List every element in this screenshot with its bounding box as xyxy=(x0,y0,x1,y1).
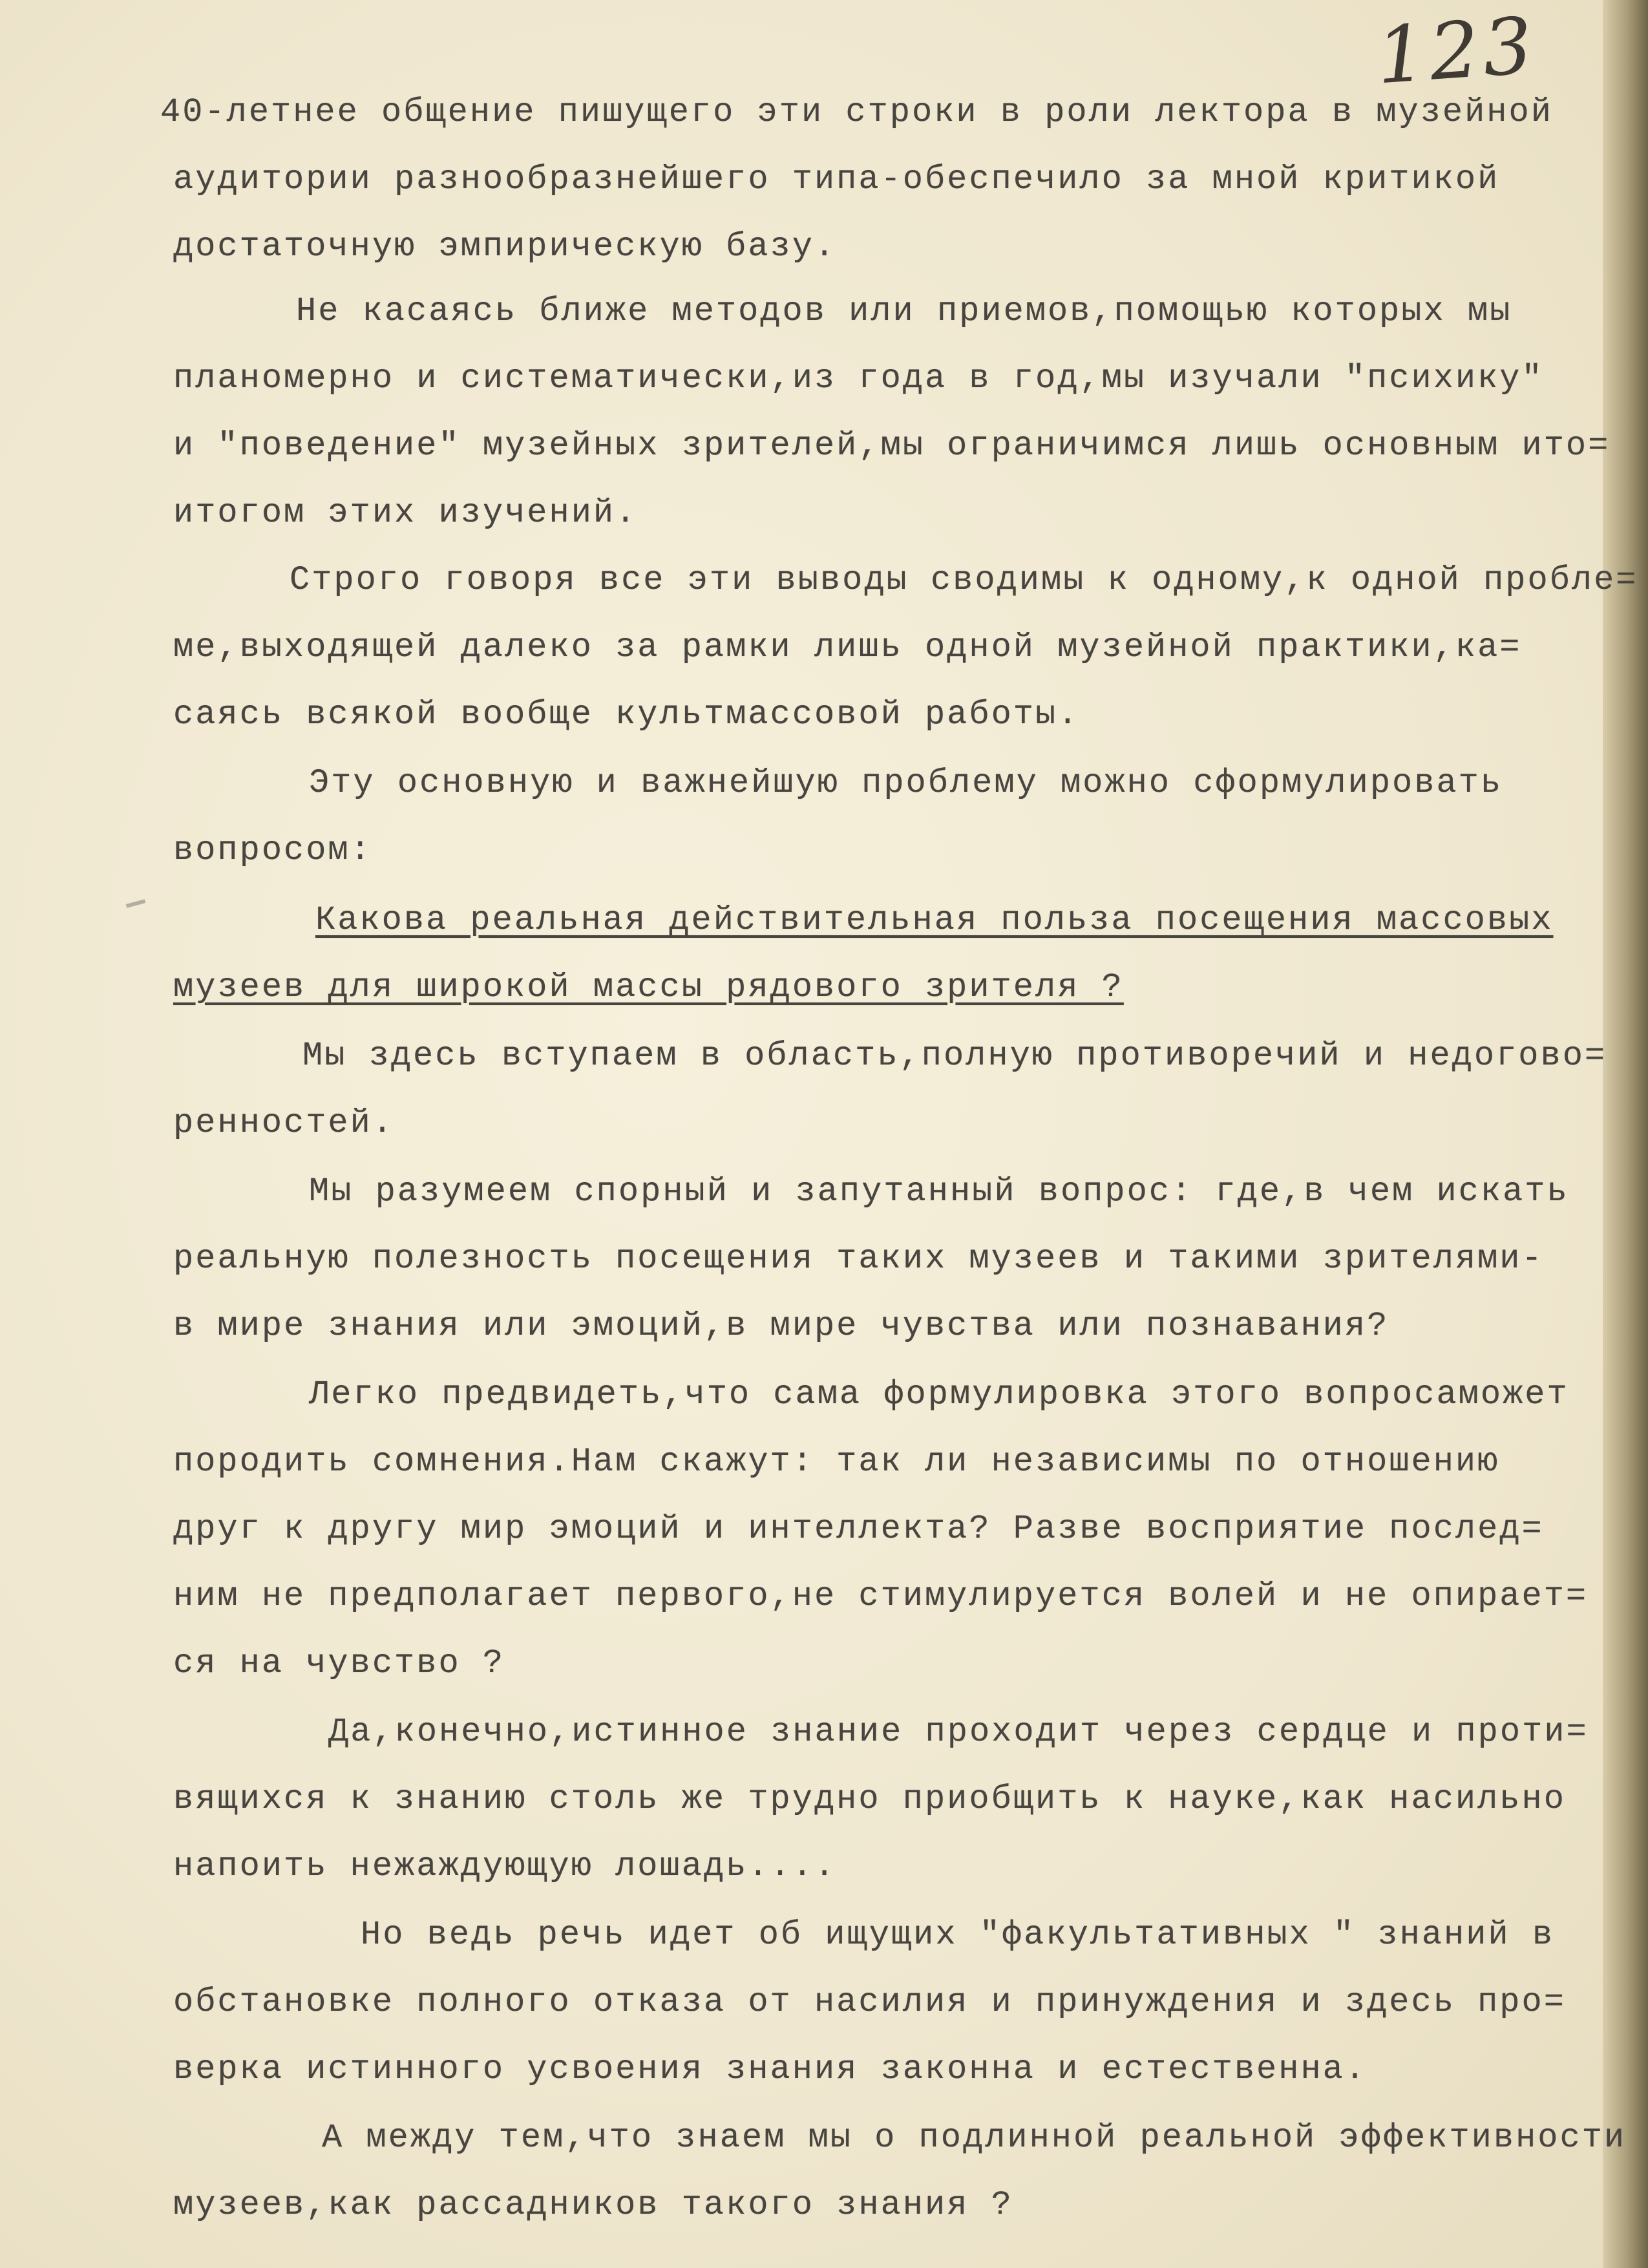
text-line: планомерно и систематически,из года в год,мы изучали "психику" xyxy=(173,359,1544,397)
page-edge-shadow xyxy=(1603,0,1648,2268)
text-line: друг к другу мир эмоций и интеллекта? Разве восприятие послед= xyxy=(173,1510,1544,1548)
text-line: породить сомнения.Нам скажут: так ли независимы по отношению xyxy=(173,1443,1500,1481)
text-line: достаточную эмпирическую базу. xyxy=(173,228,837,266)
text-line: и "поведение" музейных зрителей,мы ограничимся лишь основным ито= xyxy=(173,427,1611,465)
text-line: ренностей. xyxy=(173,1104,395,1142)
text-line: Да,конечно,истинное знание проходит через сердце и проти= xyxy=(328,1713,1589,1751)
text-line: ся на чувство ? xyxy=(173,1644,505,1682)
text-line: верка истинного усвоения знания законна и естественна. xyxy=(173,2050,1368,2088)
text-line: Мы здесь вступаем в область,полную противоречий и недогово= xyxy=(302,1037,1607,1075)
text-line: музеев,как рассадников такого знания ? xyxy=(173,2186,1013,2224)
text-line: Строго говоря все эти выводы сводимы к одному,к одной пробле= xyxy=(290,561,1638,599)
text-line: А между тем,что знаем мы о подлинной реальной эффективности xyxy=(322,2119,1627,2157)
page-number-handwritten: 123 xyxy=(1373,1,1539,102)
text-line: Не касаясь ближе методов или приемов,помощью которых мы xyxy=(296,292,1512,330)
text-line: вящихся к знанию столь же трудно приобщить к науке,как насильно xyxy=(173,1780,1566,1818)
text-line: Но ведь речь идет об ищущих "факультативных " знаний в xyxy=(361,1916,1555,1954)
text-line: обстановке полного отказа от насилия и принуждения и здесь про= xyxy=(173,1983,1566,2021)
text-line: аудитории разнообразнейшего типа-обеспечило за мной критикой xyxy=(173,160,1500,198)
text-line: Мы разумеем спорный и запутанный вопрос: где,в чем искать xyxy=(309,1172,1569,1211)
underlined-question-line: музеев для широкой массы рядового зрителя ? xyxy=(173,968,1124,1006)
text-line: итогом этих изучений. xyxy=(173,494,638,532)
text-line: ме,выходящей далеко за рамки лишь одной музейной практики,ка= xyxy=(173,628,1522,666)
text-line: вопросом: xyxy=(173,831,372,869)
text-line: Легко предвидеть,что сама формулировка этого вопросаможет xyxy=(309,1375,1569,1414)
text-line: Эту основную и важнейшую проблему можно сформулировать xyxy=(309,764,1503,802)
text-line: саясь всякой вообще культмассовой работы. xyxy=(173,695,1080,734)
text-line: в мире знания или эмоций,в мире чувства или познавания? xyxy=(173,1307,1389,1345)
text-line: напоить нежаждующую лошадь.... xyxy=(173,1847,837,1885)
underlined-question-line: Какова реальная действительная польза посещения массовых xyxy=(315,901,1554,939)
text-line: ним не предполагает первого,не стимулируется волей и не опирает= xyxy=(173,1577,1589,1615)
text-line: реальную полезность посещения таких музеев и такими зрителями- xyxy=(173,1240,1544,1278)
text-line: 40-летнее общение пишущего эти строки в роли лектора в музейной xyxy=(160,93,1553,131)
